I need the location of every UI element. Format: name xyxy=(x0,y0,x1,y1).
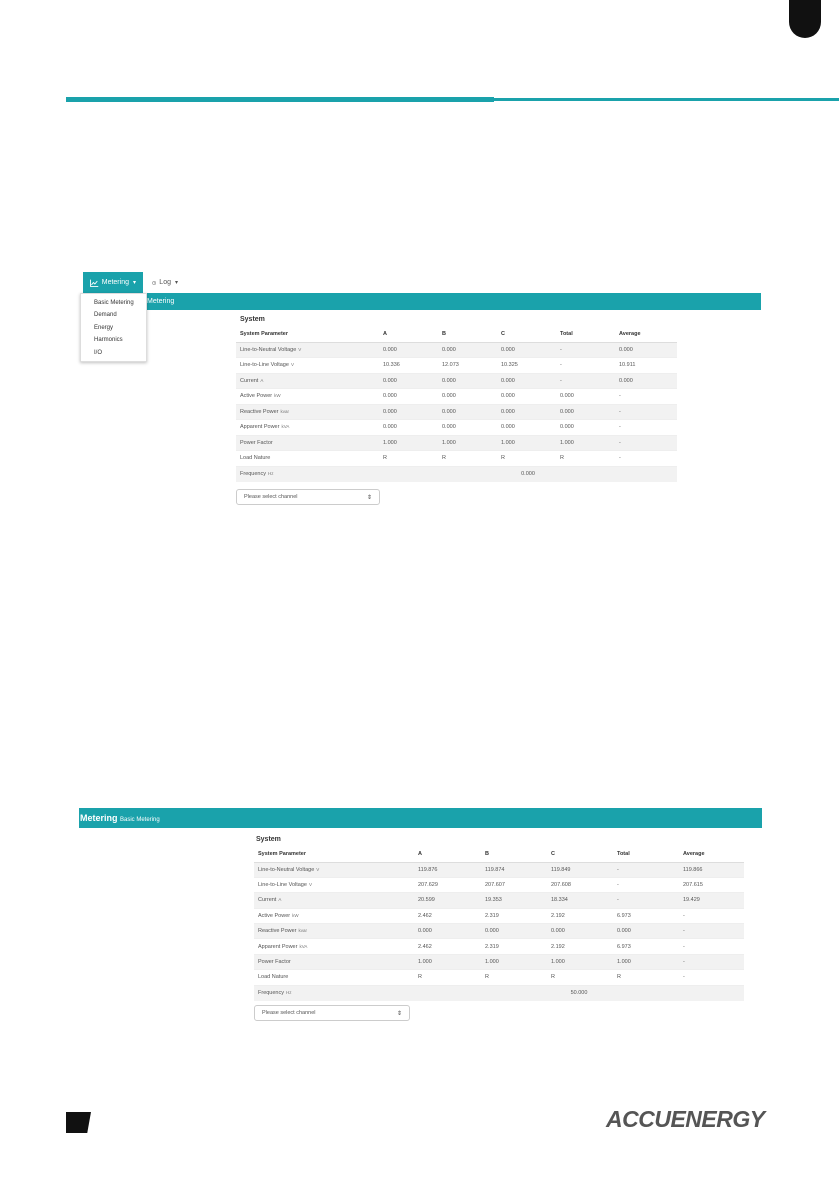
header-average: Average xyxy=(679,847,744,862)
value-cell-avg: - xyxy=(679,970,744,985)
value-cell-b: 119.874 xyxy=(481,862,547,877)
value-cell-b: 0.000 xyxy=(438,373,497,389)
value-cell-b: 0.000 xyxy=(438,420,497,436)
parameter-label: Reactive Power xyxy=(258,928,297,935)
value-cell-c: R xyxy=(497,451,556,467)
value-cell-c: 0.000 xyxy=(497,342,556,358)
value-cell-avg: - xyxy=(679,908,744,923)
value-cell-avg: - xyxy=(615,404,677,420)
value-cell-total: R xyxy=(556,451,615,467)
parameter-cell xyxy=(236,435,379,451)
metering-menu-button[interactable] xyxy=(83,272,143,293)
section-title: System xyxy=(240,316,265,323)
parameter-cell xyxy=(254,985,414,1000)
value-cell-a: 207.629 xyxy=(414,877,481,892)
channel-select-placeholder: Please select channel xyxy=(244,494,298,500)
table-row xyxy=(254,877,744,892)
value-cell-total: - xyxy=(556,373,615,389)
line-chart-icon xyxy=(90,279,99,287)
parameter-label: Line-to-Line Voltage xyxy=(258,882,307,889)
value-cell-b: 0.000 xyxy=(438,389,497,405)
value-cell-total: - xyxy=(556,358,615,374)
parameter-cell xyxy=(254,862,414,877)
page-banner xyxy=(79,808,762,828)
parameter-label: Active Power xyxy=(240,393,273,400)
value-cell-c: 119.849 xyxy=(547,862,613,877)
table-row xyxy=(254,924,744,939)
header-average: Average xyxy=(615,327,677,342)
value-cell-c: 0.000 xyxy=(497,404,556,420)
log-menu-label: Log xyxy=(159,279,171,286)
unit-label: V xyxy=(290,362,294,368)
metering-menu-label: Metering xyxy=(101,279,129,286)
table-row xyxy=(236,435,677,451)
table-row xyxy=(254,939,744,954)
value-cell-avg: 10.911 xyxy=(615,358,677,374)
value-cell-avg: - xyxy=(615,451,677,467)
value-cell-total: 0.000 xyxy=(613,924,679,939)
value-cell-b: 12.073 xyxy=(438,358,497,374)
table-row xyxy=(236,373,677,389)
table-row xyxy=(254,970,744,985)
page-tab-marker xyxy=(789,0,821,38)
value-cell-avg: 119.866 xyxy=(679,862,744,877)
channel-select-placeholder: Please select channel xyxy=(262,1010,316,1016)
banner-title: Metering xyxy=(147,298,175,305)
value-cell-b: R xyxy=(438,451,497,467)
value-cell-a: R xyxy=(379,451,438,467)
dropdown-item-harmonics[interactable]: Harmonics xyxy=(94,337,123,344)
parameter-cell xyxy=(236,358,379,374)
parameter-cell xyxy=(236,373,379,389)
value-cell-avg: - xyxy=(615,435,677,451)
value-cell-b: 2.319 xyxy=(481,908,547,923)
table-row xyxy=(236,404,677,420)
parameter-label: Active Power xyxy=(258,912,291,919)
value-cell-c: 2.192 xyxy=(547,908,613,923)
table-row xyxy=(236,420,677,436)
value-cell-b: 1.000 xyxy=(481,954,547,969)
table-row xyxy=(254,862,744,877)
parameter-cell xyxy=(254,908,414,923)
parameter-label: Load Nature xyxy=(240,455,271,462)
channel-select[interactable] xyxy=(254,1005,410,1021)
value-cell-b: R xyxy=(481,970,547,985)
value-cell-c: 0.000 xyxy=(497,389,556,405)
channel-select[interactable] xyxy=(236,489,380,505)
unit-label: V xyxy=(308,882,312,888)
value-cell-a: 0.000 xyxy=(379,420,438,436)
value-cell-c: 0.000 xyxy=(547,924,613,939)
parameter-cell xyxy=(254,954,414,969)
value-cell-c: 0.000 xyxy=(497,420,556,436)
value-cell-total: 1.000 xyxy=(556,435,615,451)
section-title: System xyxy=(256,836,281,843)
value-cell-a: 1.000 xyxy=(379,435,438,451)
parameter-label: Load Nature xyxy=(258,974,289,981)
value-cell-a: 0.000 xyxy=(414,924,481,939)
frequency-value: 50.000 xyxy=(414,985,744,1000)
unit-label: kVA xyxy=(299,943,308,949)
value-cell-a: 119.876 xyxy=(414,862,481,877)
parameter-label: Line-to-Neutral Voltage xyxy=(240,346,297,353)
value-cell-c: 18.334 xyxy=(547,893,613,908)
value-cell-a: 10.336 xyxy=(379,358,438,374)
value-cell-avg: 0.000 xyxy=(615,373,677,389)
value-cell-avg: 207.615 xyxy=(679,877,744,892)
value-cell-c: 10.325 xyxy=(497,358,556,374)
value-cell-total: - xyxy=(613,877,679,892)
value-cell-b: 207.607 xyxy=(481,877,547,892)
parameter-cell xyxy=(254,924,414,939)
value-cell-total: 6.973 xyxy=(613,939,679,954)
value-cell-c: 1.000 xyxy=(547,954,613,969)
unit-label: kvar xyxy=(298,928,308,934)
parameter-label: Current xyxy=(240,377,259,384)
frequency-row xyxy=(236,466,677,482)
value-cell-a: 0.000 xyxy=(379,389,438,405)
value-cell-avg: - xyxy=(615,420,677,436)
value-cell-b: 0.000 xyxy=(438,404,497,420)
dropdown-item-io[interactable]: I/O xyxy=(94,349,103,356)
dropdown-item-demand[interactable]: Demand xyxy=(94,312,117,319)
value-cell-avg: - xyxy=(615,389,677,405)
unit-label: A xyxy=(260,377,264,383)
parameter-cell xyxy=(236,404,379,420)
value-cell-b: 1.000 xyxy=(438,435,497,451)
value-cell-a: 0.000 xyxy=(379,342,438,358)
table-row xyxy=(254,954,744,969)
value-cell-a: R xyxy=(414,970,481,985)
value-cell-avg: - xyxy=(679,924,744,939)
unit-label: Hz xyxy=(268,471,274,476)
value-cell-avg: 19.429 xyxy=(679,893,744,908)
parameter-cell xyxy=(236,466,379,482)
system-parameter-table xyxy=(254,847,744,1001)
value-cell-total: - xyxy=(613,893,679,908)
banner-title: Metering xyxy=(80,813,118,823)
unit-label: A xyxy=(278,897,282,903)
value-cell-total: 0.000 xyxy=(556,389,615,405)
value-cell-c: R xyxy=(547,970,613,985)
header-total: Total xyxy=(556,327,615,342)
value-cell-a: 20.599 xyxy=(414,893,481,908)
header-rule-accent xyxy=(66,97,494,102)
accuenergy-logo: ACCUENERGY xyxy=(606,1106,765,1132)
header-b: B xyxy=(481,847,547,862)
frequency-label: Frequency xyxy=(240,471,266,477)
parameter-label: Apparent Power xyxy=(240,424,280,431)
value-cell-total: 0.000 xyxy=(556,404,615,420)
header-parameter: System Parameter xyxy=(236,327,379,342)
parameter-cell xyxy=(254,970,414,985)
value-cell-avg: - xyxy=(679,939,744,954)
top-nav xyxy=(83,272,725,294)
value-cell-c: 1.000 xyxy=(497,435,556,451)
unit-label: V xyxy=(316,866,320,872)
unit-label: kW xyxy=(292,912,299,918)
frequency-label: Frequency xyxy=(258,990,284,997)
unit-label: Hz xyxy=(286,990,292,996)
dropdown-item-basic-metering[interactable]: Basic Metering xyxy=(94,300,134,306)
table-header-row xyxy=(236,327,677,342)
header-total: Total xyxy=(613,847,679,862)
parameter-label: Current xyxy=(258,897,277,904)
parameter-label: Reactive Power xyxy=(240,408,279,415)
table-row xyxy=(236,358,677,374)
parameter-cell xyxy=(236,420,379,436)
value-cell-total: 0.000 xyxy=(556,420,615,436)
frequency-value: 0.000 xyxy=(379,466,677,482)
header-c: C xyxy=(547,847,613,862)
metering-dropdown-menu xyxy=(80,293,147,362)
value-cell-b: 19.353 xyxy=(481,893,547,908)
system-parameter-table xyxy=(236,327,677,482)
select-arrows-icon: ⇕ xyxy=(396,1010,402,1017)
value-cell-a: 1.000 xyxy=(414,954,481,969)
table-row xyxy=(254,893,744,908)
value-cell-a: 2.462 xyxy=(414,908,481,923)
unit-label: kVA xyxy=(281,424,290,430)
value-cell-total: R xyxy=(613,970,679,985)
unit-label: V xyxy=(298,346,302,352)
parameter-label: Power Factor xyxy=(258,959,291,966)
parameter-cell xyxy=(254,939,414,954)
header-a: A xyxy=(414,847,481,862)
value-cell-c: 207.608 xyxy=(547,877,613,892)
value-cell-a: 2.462 xyxy=(414,939,481,954)
header-a: A xyxy=(379,327,438,342)
value-cell-total: - xyxy=(556,342,615,358)
value-cell-total: - xyxy=(613,862,679,877)
table-row xyxy=(236,342,677,358)
header-c: C xyxy=(497,327,556,342)
value-cell-b: 0.000 xyxy=(438,342,497,358)
log-menu-button[interactable] xyxy=(145,272,185,293)
header-parameter: System Parameter xyxy=(254,847,414,862)
dropdown-item-energy[interactable]: Energy xyxy=(94,324,114,331)
table-row xyxy=(236,389,677,405)
unit-label: kW xyxy=(274,393,281,399)
table-header-row xyxy=(254,847,744,862)
header-b: B xyxy=(438,327,497,342)
parameter-label: Line-to-Line Voltage xyxy=(240,362,289,369)
value-cell-b: 2.319 xyxy=(481,939,547,954)
frequency-row xyxy=(254,985,744,1000)
parameter-cell xyxy=(236,342,379,358)
page-banner xyxy=(83,293,761,310)
table-row xyxy=(254,908,744,923)
parameter-label: Power Factor xyxy=(240,439,273,446)
value-cell-b: 0.000 xyxy=(481,924,547,939)
parameter-cell xyxy=(236,389,379,405)
value-cell-a: 0.000 xyxy=(379,404,438,420)
value-cell-total: 1.000 xyxy=(613,954,679,969)
parameter-label: Line-to-Neutral Voltage xyxy=(258,866,315,873)
parameter-label: Apparent Power xyxy=(258,943,298,950)
history-icon xyxy=(152,279,156,287)
value-cell-a: 0.000 xyxy=(379,373,438,389)
banner-subtitle: Basic Metering xyxy=(120,817,160,823)
select-arrows-icon: ⇕ xyxy=(366,494,372,501)
parameter-cell xyxy=(254,893,414,908)
caret-down-icon: ▾ xyxy=(174,280,178,286)
page-number-marker xyxy=(66,1112,91,1133)
value-cell-avg: 0.000 xyxy=(615,342,677,358)
table-row xyxy=(236,451,677,467)
value-cell-c: 0.000 xyxy=(497,373,556,389)
parameter-cell xyxy=(236,451,379,467)
parameter-cell xyxy=(254,877,414,892)
value-cell-c: 2.192 xyxy=(547,939,613,954)
value-cell-total: 6.973 xyxy=(613,908,679,923)
unit-label: kvar xyxy=(280,408,290,414)
value-cell-avg: - xyxy=(679,954,744,969)
caret-down-icon: ▾ xyxy=(132,280,136,286)
